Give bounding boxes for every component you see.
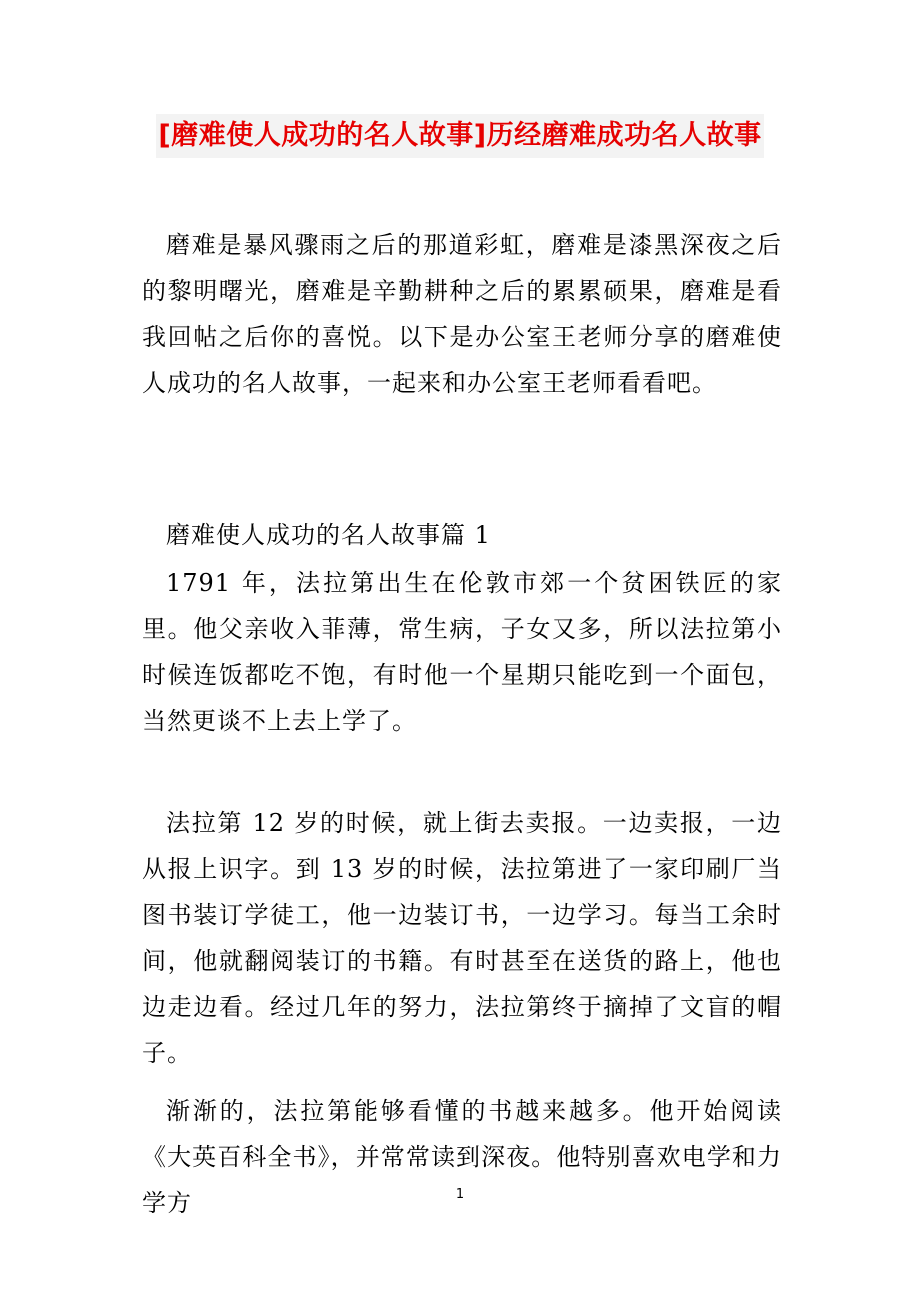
document-title: [磨难使人成功的名人故事]历经磨难成功名人故事	[156, 114, 763, 158]
title-container	[0, 114, 920, 158]
intro-paragraph: 磨难是暴风骤雨之后的那道彩虹，磨难是漆黑深夜之后的黎明曙光，磨难是辛勤耕种之后的累累硕果，磨难是看我回帖之后你的喜悦。以下是办公室王老师分享的磨难使人成功的名人故事，一起来和办公室王老师看看吧。	[142, 231, 782, 397]
section-heading: 磨难使人成功的名人故事篇 1	[166, 521, 491, 549]
story-paragraph-block-2	[142, 800, 782, 1076]
story-paragraph-block-3	[142, 1088, 782, 1226]
section-heading-block	[142, 512, 782, 558]
page-number: 1	[455, 1187, 465, 1202]
intro-paragraph-block	[142, 222, 782, 406]
story-paragraph-block-1	[142, 560, 782, 744]
story-paragraph: 法拉第 12 岁的时候，就上街去卖报。一边卖报，一边从报上识字。到 13 岁的时候，法拉第进了一家印刷厂当图书装订学徒工，他一边装订书，一边学习。每当工余时间，他就翻阅装订的书籍。有时甚至在送货的路上，他也边走边看。经过几年的努力，法拉第终于摘掉了文盲的帽子。	[142, 809, 782, 1067]
story-paragraph: 1791 年，法拉第出生在伦敦市郊一个贫困铁匠的家里。他父亲收入菲薄，常生病，子女又多，所以法拉第小时候连饭都吃不饱，有时他一个星期只能吃到一个面包，当然更谈不上去上学了。	[142, 569, 782, 735]
story-paragraph: 渐渐的，法拉第能够看懂的书越来越多。他开始阅读《大英百科全书》，并常常读到深夜。他特别喜欢电学和力学方	[142, 1097, 782, 1217]
